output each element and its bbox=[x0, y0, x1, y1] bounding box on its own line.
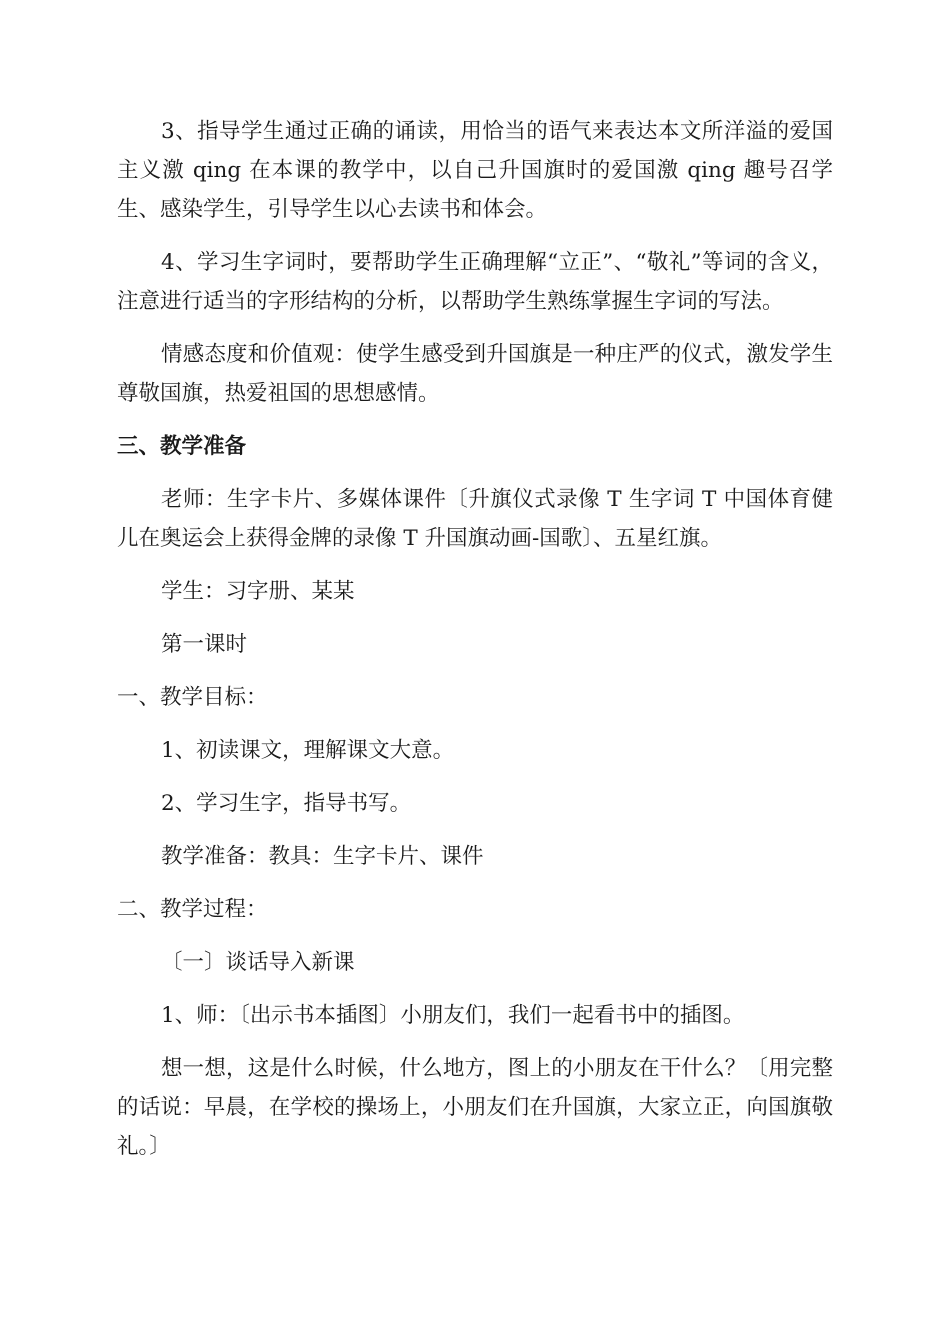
paragraph-teaching-aids: 教学准备：教具：生字卡片、课件 bbox=[161, 844, 484, 869]
paragraph-first-lesson: 第一课时 bbox=[161, 632, 248, 657]
section-heading-teaching-prep: 三、教学准备 bbox=[117, 434, 247, 459]
paragraph-teacher-materials: 老师：生字卡片、多媒体课件〔升旗仪式录像 T 生字词 T 中国体育健儿在奥运会上获得金牌的录像 T 升国旗动画-国歌〕、五星红旗。 bbox=[117, 487, 833, 551]
paragraph-think-question: 想一想，这是什么时候，什么地方，图上的小朋友在干什么？〔用完整的话说：早晨，在学校的操场上，小朋友们在升国旗，大家立正，向国旗敬礼。〕 bbox=[117, 1056, 833, 1159]
paragraph-emotion-values: 情感态度和价值观：使学生感受到升国旗是一种庄严的仪式，激发学生尊敬国旗，热爱祖国的思想感情。 bbox=[117, 342, 833, 406]
paragraph-objective-3: 3、指导学生通过正确的诵读，用恰当的语气来表达本文所洋溢的爱国主义激 qing 在本课的教学中，以自己升国旗时的爱国激 qing 趣号召学生、感染学生，引导学生以心去读书和体会。 bbox=[117, 119, 833, 222]
paragraph-teacher-show-picture: 1、师：〔出示书本插图〕小朋友们，我们一起看书中的插图。 bbox=[161, 1003, 745, 1028]
paragraph-student-materials: 学生：习字册、某某 bbox=[161, 579, 355, 604]
section-heading-teaching-process: 二、教学过程： bbox=[117, 897, 268, 922]
section-heading-teaching-goals: 一、教学目标： bbox=[117, 685, 268, 710]
paragraph-goal-2: 2、学习生字，指导书写。 bbox=[161, 791, 412, 816]
paragraph-intro-conversation: 〔一〕谈话导入新课 bbox=[161, 950, 355, 975]
paragraph-goal-1: 1、初读课文，理解课文大意。 bbox=[161, 738, 455, 763]
paragraph-objective-4: 4、学习生字词时，要帮助学生正确理解“立正”、“敬礼”等词的含义，注意进行适当的字形结构的分析，以帮助学生熟练掌握生字词的写法。 bbox=[117, 250, 833, 314]
document-page bbox=[117, 112, 833, 1166]
